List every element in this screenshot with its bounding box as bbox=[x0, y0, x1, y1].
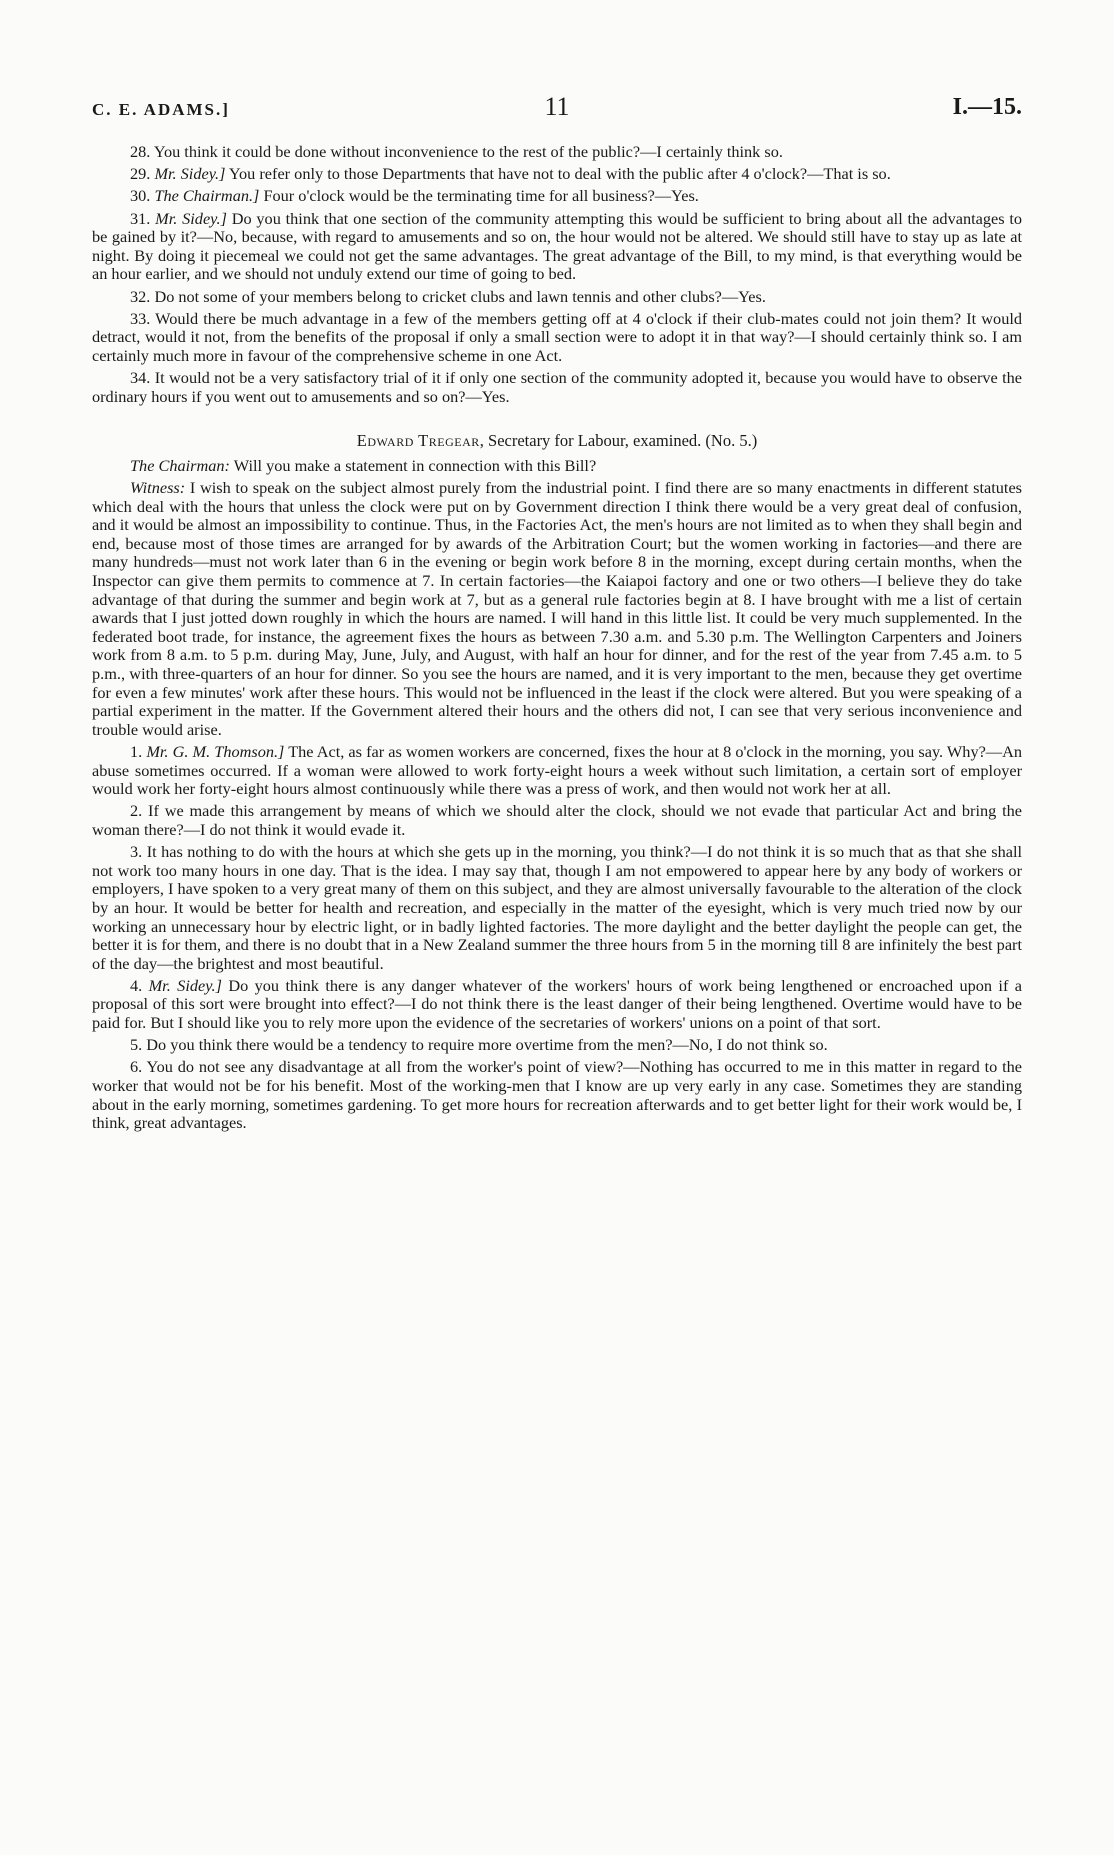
paragraph-text: You think it could be done without inconvenience to the rest of the public?—I certainly think so. bbox=[153, 142, 783, 161]
question-paragraph bbox=[92, 165, 1022, 184]
question-paragraph bbox=[92, 977, 1022, 1033]
question-number: 4. bbox=[130, 975, 143, 995]
paragraph-text: The Act, as far as women workers are concerned, fixes the hour at 8 o'clock in the morning, you say. Why?—An abuse sometimes occurred. If a woman were allowed to work forty-eight hours a week without such limitation, a certain sort of employer would work her forty-eight hours almost continuously while there was a press of work, and then would not work her at all. bbox=[92, 741, 1022, 799]
question-number: 31. bbox=[130, 208, 151, 228]
page-header bbox=[92, 92, 1022, 128]
question-paragraph bbox=[92, 743, 1022, 799]
question-number: 33. bbox=[130, 308, 151, 328]
paragraph-text: Four o'clock would be the terminating time for all business?—Yes. bbox=[263, 186, 699, 206]
speaker-label: The Chairman: bbox=[130, 455, 230, 475]
question-paragraph bbox=[92, 802, 1022, 839]
question-paragraph bbox=[92, 288, 1022, 307]
paragraph-text: Do you think that one section of the community attempting this would be sufficient to bring about all the advantages to be gained by it?—No, because, with regard to amusements and so on, the hour would not be altered. We should still have to stay up as late at night. By doing it piecemeal we could not get the same advantages. The great advantage of the Bill, to my mind, is that everything would be an hour earlier, and we should not unduly extend our time of going to bed. bbox=[92, 208, 1023, 284]
section-heading bbox=[92, 432, 1022, 451]
speaker-label: The Chairman.] bbox=[154, 186, 260, 206]
question-number: 29. bbox=[130, 164, 151, 184]
page-number: 11 bbox=[544, 92, 570, 121]
witness-statement bbox=[92, 479, 1022, 739]
question-paragraph bbox=[92, 1036, 1022, 1055]
witness-name: Edward Tregear bbox=[356, 431, 480, 451]
paragraph-text: Will you make a statement in connection with this Bill? bbox=[233, 455, 597, 475]
paragraph-text: You do not see any disadvantage at all from the worker's point of view?—Nothing has occurred to me in this matter in regard to the worker that would not be for his benefit. Most of the working-men that I know are up very early in any case. Sometimes they are standing about in the early morning, sometimes gardening. To get more hours for recreation afterwards and to get better light for their work would be, I think, great advantages. bbox=[92, 1057, 1022, 1133]
paragraph-text: You refer only to those Departments that have not to deal with the public after 4 o'clock?—That is so. bbox=[228, 164, 891, 184]
paragraph-text: It would not be a very satisfactory trial of it if only one section of the community adopted it, because you would have to observe the ordinary hours if you went out to amusements and so on?—Yes. bbox=[92, 368, 1023, 406]
document-reference: I.—15. bbox=[952, 94, 1022, 120]
question-paragraph bbox=[92, 310, 1022, 366]
question-number: 28. bbox=[130, 142, 151, 161]
question-paragraph bbox=[92, 1058, 1022, 1132]
speaker-label: Mr. Sidey.] bbox=[154, 164, 226, 184]
page-body bbox=[92, 143, 1022, 1136]
paragraph-group-adams bbox=[92, 143, 1022, 406]
question-paragraph bbox=[92, 369, 1022, 406]
paragraph-group-tregear bbox=[92, 743, 1022, 1133]
speaker-label: Mr. Sidey.] bbox=[148, 975, 222, 995]
question-number: 32. bbox=[130, 286, 151, 306]
paragraph-text: Do you think there would be a tendency to require more overtime from the men?—No, I do not think so. bbox=[146, 1035, 828, 1055]
paragraph-text: If we made this arrangement by means of which we should alter the clock, should we not evade that particular Act and bring the woman there?—I do not think it would evade it. bbox=[92, 801, 1022, 839]
paragraph-text: It has nothing to do with the hours at which she gets up in the morning, you think?—I do not think it is so much that as that she shall not work too many hours in one day. That is the idea. I may say that, though I am not empowered to appear here by any body of workers or employers, I have spoken to a very great many of them on this subject, and they are almost universally favourable to the alteration of the clock by an hour. It would be better for health and recreation, and especially in the matter of the eyesight, which is very much tried now by our working an unnecessary hour by electric light, or in badly lighted factories. The more daylight and the better daylight the people can get, the better it is for them, and there is no doubt that in a New Zealand summer the three hours from 5 in the morning till 8 are infinitely the best part of the day—the brightest and most beautiful. bbox=[92, 842, 1023, 973]
question-paragraph bbox=[92, 843, 1022, 973]
question-paragraph bbox=[92, 187, 1022, 206]
paragraph-text: Would there be much advantage in a few of the members getting off at 4 o'clock if their club-mates could not join them? It would detract, would it not, from the benefits of the proposal if only a small section were to adopt it in that way?—I should certainly think so. I am certainly much more in favour of the comprehensive scheme in one Act. bbox=[92, 308, 1022, 365]
speaker-label: Mr. Sidey.] bbox=[155, 208, 227, 228]
question-number: 1. bbox=[130, 741, 143, 761]
chairman-statement bbox=[92, 457, 1022, 476]
question-paragraph bbox=[92, 210, 1022, 284]
speaker-label: Witness: bbox=[130, 478, 186, 498]
question-number: 34. bbox=[130, 368, 151, 388]
witness-description: , Secretary for Labour, examined. (No. 5.) bbox=[479, 431, 758, 451]
question-number: 5. bbox=[130, 1035, 143, 1055]
question-number: 30. bbox=[130, 186, 151, 206]
paragraph-text: Do not some of your members belong to cricket clubs and lawn tennis and other clubs?—Yes. bbox=[154, 286, 766, 306]
question-paragraph bbox=[92, 143, 1022, 162]
question-number: 3. bbox=[130, 842, 143, 862]
paragraph-text: I wish to speak on the subject almost purely from the industrial point. I find there are so many enactments in different statutes which deal with the hours that unless the clock were put on by Government direction I think there would be a very great deal of confusion, and it would be almost an impossibility to continue. Thus, in the Factories Act, the men's hours are not limited as to when they shall begin and end, because most of those times are arranged for by awards of the Arbitration Court; but the women working in factories—and there are many hundreds—must not work later than 6 in the evening or begin work before 8 in the morning, except during certain months, when the Inspector can give them permits to commence at 7. In certain factories—the Kaiapoi factory and one or two others—I believe they do take advantage of that during the summer and begin work at 7, but as a general rule factories begin at 8. I have brought with me a list of certain awards that I just jotted down roughly in which the hours are named. I will hand in this little list. It could be very much supplemented. In the federated boot trade, for instance, the agreement fixes the hours as between 7.30 a.m. and 5.30 p.m. The Wellington Carpenters and Joiners work from 8 a.m. to 5 p.m. during May, June, July, and August, with half an hour for dinner, and for the rest of the year from 7.45 a.m. to 5 p.m., with three-quarters of an hour for dinner. So you see the hours are named, and it is very important to the men, because they get overtime for even a few minutes' work after these hours. This would not be influenced in the least if the clock were altered. But you were speaking of a partial experiment in the matter. If the Government altered their hours and the others did not, I can see that very serious inconvenience and trouble would arise. bbox=[92, 478, 1023, 739]
speaker-label: Mr. G. M. Thomson.] bbox=[146, 741, 285, 761]
header-witness-name: C. E. ADAMS.] bbox=[92, 100, 230, 119]
question-number: 6. bbox=[130, 1057, 143, 1077]
paragraph-text: Do you think there is any danger whatever of the workers' hours of work being lengthened or encroached upon if a proposal of this sort were brought into effect?—I do not think there is the least danger of their being lengthened. Overtime would have to be paid for. But I should like you to rely more upon the evidence of the secretaries of workers' unions on a point of that sort. bbox=[92, 975, 1023, 1033]
question-number: 2. bbox=[130, 801, 143, 821]
